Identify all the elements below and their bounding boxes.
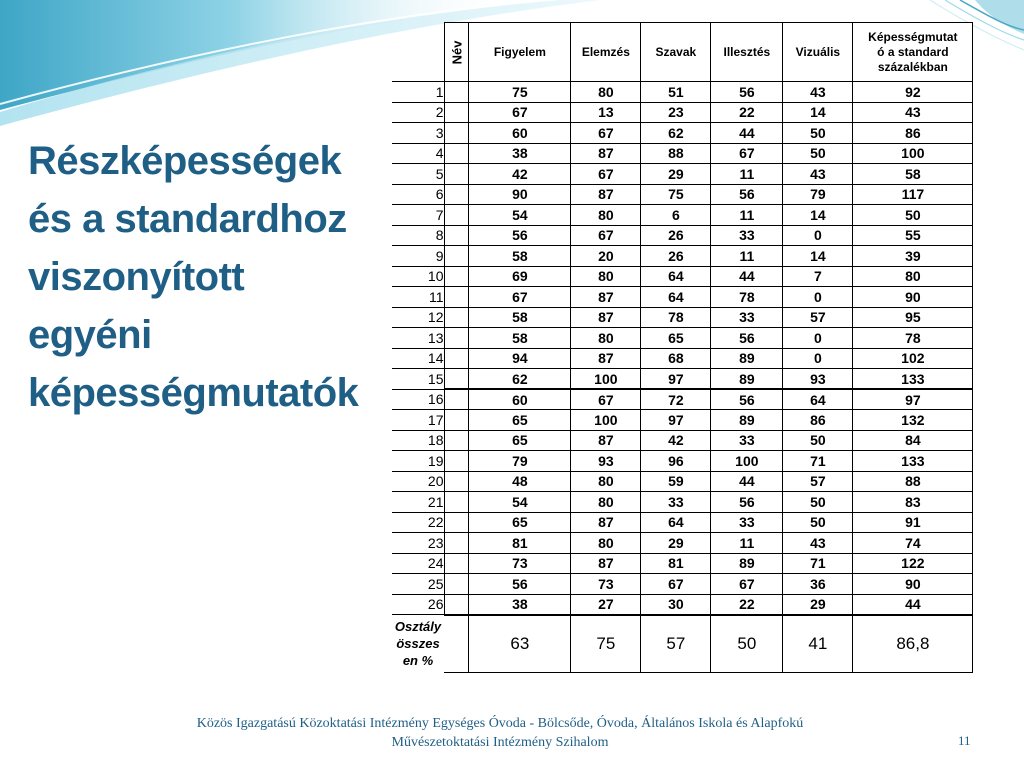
name-cell: [444, 123, 469, 144]
table-row: [392, 451, 973, 472]
row-number: 17: [392, 410, 444, 431]
table-cell: 89: [711, 369, 783, 390]
table-cell: 33: [711, 512, 783, 533]
table-cell: 60: [469, 389, 571, 410]
table-cell: 48: [469, 471, 571, 492]
table-row: [392, 492, 973, 513]
table-cell: 73: [571, 574, 641, 595]
name-cell: [444, 553, 469, 574]
table-cell: 55: [853, 225, 973, 246]
table-cell: 22: [711, 594, 783, 615]
header-nev: Név: [444, 23, 469, 82]
table-cell: 67: [711, 143, 783, 164]
row-number: 12: [392, 307, 444, 328]
table-cell: 54: [469, 205, 571, 226]
table-row: [392, 328, 973, 349]
table-cell: 20: [571, 246, 641, 267]
title-line: Részképességek: [28, 139, 342, 183]
table-cell: 81: [641, 553, 711, 574]
row-number: 6: [392, 184, 444, 205]
row-number: 14: [392, 348, 444, 369]
table-cell: 74: [853, 533, 973, 554]
table-cell: 42: [469, 164, 571, 185]
table-cell: 92: [853, 82, 973, 103]
table-row: [392, 574, 973, 595]
table-cell: 133: [853, 369, 973, 390]
summary-label-line: összes: [396, 636, 440, 651]
row-number: 19: [392, 451, 444, 472]
table-cell: 50: [853, 205, 973, 226]
table-cell: 67: [469, 102, 571, 123]
table-cell: 26: [641, 225, 711, 246]
table-cell: 78: [711, 287, 783, 308]
row-number: 8: [392, 225, 444, 246]
table-cell: 39: [853, 246, 973, 267]
summary-cell: 50: [711, 615, 783, 673]
summary-cell: 41: [783, 615, 853, 673]
table-cell: 80: [571, 82, 641, 103]
table-cell: 65: [469, 512, 571, 533]
table-cell: 80: [571, 205, 641, 226]
summary-cell: 57: [641, 615, 711, 673]
table-cell: 60: [469, 123, 571, 144]
name-cell: [444, 574, 469, 595]
row-number: 25: [392, 574, 444, 595]
table-cell: 97: [853, 389, 973, 410]
table-cell: 58: [853, 164, 973, 185]
row-number: 11: [392, 287, 444, 308]
name-cell: [444, 225, 469, 246]
table-cell: 65: [469, 410, 571, 431]
table-cell: 80: [571, 266, 641, 287]
slide-title: [28, 132, 388, 422]
table-cell: 50: [783, 430, 853, 451]
table-cell: 7: [783, 266, 853, 287]
row-number: 2: [392, 102, 444, 123]
table-cell: 22: [711, 102, 783, 123]
table-cell: 29: [641, 533, 711, 554]
table-cell: 95: [853, 307, 973, 328]
table-row: [392, 307, 973, 328]
table-cell: 33: [711, 430, 783, 451]
table-cell: 62: [641, 123, 711, 144]
table-cell: 86: [853, 123, 973, 144]
table-cell: 90: [853, 574, 973, 595]
name-cell: [444, 164, 469, 185]
name-cell: [444, 410, 469, 431]
table-row: [392, 348, 973, 369]
table-cell: 29: [783, 594, 853, 615]
table-cell: 79: [783, 184, 853, 205]
table-row: [392, 266, 973, 287]
name-cell: [444, 389, 469, 410]
table-cell: 91: [853, 512, 973, 533]
table-cell: 80: [571, 533, 641, 554]
table-row: [392, 123, 973, 144]
table-cell: 73: [469, 553, 571, 574]
table-row: [392, 102, 973, 123]
row-number: 5: [392, 164, 444, 185]
table-cell: 87: [571, 143, 641, 164]
table-cell: 96: [641, 451, 711, 472]
table-row: [392, 533, 973, 554]
table-cell: 0: [783, 225, 853, 246]
name-cell: [444, 430, 469, 451]
table-row: [392, 164, 973, 185]
table-cell: 89: [711, 553, 783, 574]
header-vizualis: Vizuális: [783, 23, 853, 82]
table-cell: 11: [711, 246, 783, 267]
name-cell: [444, 471, 469, 492]
row-number: 10: [392, 266, 444, 287]
table-cell: 69: [469, 266, 571, 287]
table-row: [392, 287, 973, 308]
row-number: 20: [392, 471, 444, 492]
row-number: 26: [392, 594, 444, 615]
table-cell: 0: [783, 348, 853, 369]
table-row: [392, 143, 973, 164]
table-cell: 33: [711, 225, 783, 246]
table-cell: 62: [469, 369, 571, 390]
table-cell: 50: [783, 492, 853, 513]
table-cell: 117: [853, 184, 973, 205]
table-cell: 80: [853, 266, 973, 287]
table-cell: 58: [469, 328, 571, 349]
summary-cell: 86,8: [853, 615, 973, 673]
table-cell: 102: [853, 348, 973, 369]
table-cell: 11: [711, 205, 783, 226]
table-cell: 67: [641, 574, 711, 595]
table-cell: 43: [853, 102, 973, 123]
summary-cell: 63: [469, 615, 571, 673]
table-cell: 36: [783, 574, 853, 595]
title-line: egyéni: [28, 313, 152, 357]
table-cell: 51: [641, 82, 711, 103]
table-cell: 27: [571, 594, 641, 615]
table-cell: 71: [783, 451, 853, 472]
row-number: 4: [392, 143, 444, 164]
table-cell: 50: [783, 143, 853, 164]
summary-label-line: en %: [402, 653, 434, 668]
row-number: 13: [392, 328, 444, 349]
table-body: [392, 82, 973, 673]
table-cell: 87: [571, 307, 641, 328]
table-cell: 100: [853, 143, 973, 164]
table-cell: 33: [641, 492, 711, 513]
table-cell: 78: [853, 328, 973, 349]
table-cell: 87: [571, 512, 641, 533]
table-cell: 6: [641, 205, 711, 226]
table-cell: 56: [469, 225, 571, 246]
table-cell: 14: [783, 246, 853, 267]
table-cell: 0: [783, 328, 853, 349]
table-cell: 58: [469, 246, 571, 267]
table-cell: 23: [641, 102, 711, 123]
table-cell: 75: [641, 184, 711, 205]
table-cell: 54: [469, 492, 571, 513]
table-cell: 44: [853, 594, 973, 615]
table-cell: 88: [853, 471, 973, 492]
table-row: [392, 512, 973, 533]
page-number: 11: [958, 733, 971, 748]
table-cell: 65: [641, 328, 711, 349]
results-table: [392, 22, 973, 673]
table-cell: 68: [641, 348, 711, 369]
table-cell: 97: [641, 369, 711, 390]
table-cell: 83: [853, 492, 973, 513]
table-cell: 100: [571, 369, 641, 390]
table-cell: 84: [853, 430, 973, 451]
table-cell: 57: [783, 471, 853, 492]
table-cell: 79: [469, 451, 571, 472]
name-cell: [444, 205, 469, 226]
name-cell: [444, 82, 469, 103]
table-cell: 56: [711, 492, 783, 513]
header-kepessegmutato: Képességmutat ó a standard százalékban: [853, 23, 973, 82]
title-line: viszonyított: [28, 255, 245, 299]
table-cell: 67: [469, 287, 571, 308]
table-cell: 67: [571, 123, 641, 144]
name-cell: [444, 246, 469, 267]
summary-label-line: Osztály: [394, 619, 442, 634]
table-cell: 87: [571, 430, 641, 451]
table-cell: 43: [783, 164, 853, 185]
row-number: 18: [392, 430, 444, 451]
table-cell: 57: [783, 307, 853, 328]
table-header-row: [392, 23, 973, 82]
table-cell: 122: [853, 553, 973, 574]
table-cell: 80: [571, 492, 641, 513]
summary-label: [392, 615, 444, 673]
table-cell: 43: [783, 533, 853, 554]
summary-cell: 75: [571, 615, 641, 673]
table-cell: 75: [469, 82, 571, 103]
row-number: 22: [392, 512, 444, 533]
table-cell: 14: [783, 205, 853, 226]
name-cell: [444, 184, 469, 205]
footer-line: Művészetoktatási Intézmény Szihalom: [391, 735, 609, 750]
title-line: és a standardhoz: [28, 197, 347, 241]
footer-institution: [60, 714, 940, 752]
table-cell: 44: [711, 471, 783, 492]
table-row: [392, 184, 973, 205]
table-cell: 89: [711, 410, 783, 431]
row-number: 7: [392, 205, 444, 226]
name-cell: [444, 348, 469, 369]
name-cell: [444, 328, 469, 349]
title-line: képességmutatók: [28, 371, 359, 415]
name-cell: [444, 594, 469, 615]
table-cell: 65: [469, 430, 571, 451]
table-cell: 80: [571, 471, 641, 492]
row-number: 16: [392, 389, 444, 410]
table-cell: 43: [783, 82, 853, 103]
name-cell: [444, 369, 469, 390]
row-number: 24: [392, 553, 444, 574]
table-cell: 56: [711, 184, 783, 205]
name-cell: [444, 615, 469, 673]
table-row: [392, 553, 973, 574]
table-cell: 100: [571, 410, 641, 431]
table-cell: 14: [783, 102, 853, 123]
table-cell: 80: [571, 328, 641, 349]
table-cell: 88: [641, 143, 711, 164]
row-number: 15: [392, 369, 444, 390]
table-row: [392, 246, 973, 267]
table-cell: 87: [571, 553, 641, 574]
name-cell: [444, 287, 469, 308]
table-cell: 67: [711, 574, 783, 595]
table-cell: 56: [711, 82, 783, 103]
table-cell: 67: [571, 389, 641, 410]
table-cell: 11: [711, 533, 783, 554]
name-cell: [444, 266, 469, 287]
row-number: 3: [392, 123, 444, 144]
table-cell: 44: [711, 123, 783, 144]
table-row: [392, 594, 973, 615]
table-cell: 100: [711, 451, 783, 472]
table-cell: 59: [641, 471, 711, 492]
table-row: [392, 471, 973, 492]
table-cell: 93: [783, 369, 853, 390]
table-cell: 78: [641, 307, 711, 328]
table-cell: 56: [711, 389, 783, 410]
table-cell: 90: [853, 287, 973, 308]
header-elemzes: Elemzés: [571, 23, 641, 82]
table-cell: 89: [711, 348, 783, 369]
table-cell: 90: [469, 184, 571, 205]
table-cell: 13: [571, 102, 641, 123]
table-cell: 11: [711, 164, 783, 185]
table-cell: 58: [469, 307, 571, 328]
table-row: [392, 205, 973, 226]
name-cell: [444, 102, 469, 123]
table-cell: 64: [641, 512, 711, 533]
header-szavak: Szavak: [641, 23, 711, 82]
name-cell: [444, 512, 469, 533]
row-number: 23: [392, 533, 444, 554]
name-cell: [444, 533, 469, 554]
row-number: 9: [392, 246, 444, 267]
table-row: [392, 430, 973, 451]
row-number: 1: [392, 82, 444, 103]
table-cell: 56: [711, 328, 783, 349]
table-cell: 56: [469, 574, 571, 595]
name-cell: [444, 307, 469, 328]
table-cell: 38: [469, 594, 571, 615]
table-cell: 0: [783, 287, 853, 308]
table-cell: 86: [783, 410, 853, 431]
table-cell: 97: [641, 410, 711, 431]
header-illesztes: Illesztés: [711, 23, 783, 82]
table-cell: 71: [783, 553, 853, 574]
table-cell: 67: [571, 164, 641, 185]
table-cell: 67: [571, 225, 641, 246]
table-cell: 50: [783, 512, 853, 533]
summary-row: [392, 615, 973, 673]
table-cell: 29: [641, 164, 711, 185]
table-cell: 132: [853, 410, 973, 431]
table-cell: 64: [641, 266, 711, 287]
name-cell: [444, 143, 469, 164]
footer-line: Közös Igazgatású Közoktatási Intézmény Egységes Óvoda - Bölcsőde, Óvoda, Általános Iskola és Alapfokú: [196, 716, 804, 731]
table-row: [392, 82, 973, 103]
name-cell: [444, 451, 469, 472]
table-cell: 33: [711, 307, 783, 328]
table-row: [392, 225, 973, 246]
table-cell: 94: [469, 348, 571, 369]
table-cell: 30: [641, 594, 711, 615]
table-cell: 87: [571, 184, 641, 205]
table-cell: 26: [641, 246, 711, 267]
table-cell: 87: [571, 348, 641, 369]
table-cell: 81: [469, 533, 571, 554]
table-cell: 64: [783, 389, 853, 410]
table-cell: 44: [711, 266, 783, 287]
table-cell: 72: [641, 389, 711, 410]
table-cell: 38: [469, 143, 571, 164]
name-cell: [444, 492, 469, 513]
row-number: 21: [392, 492, 444, 513]
table-row: [392, 369, 973, 390]
table-row: [392, 410, 973, 431]
header-figyelem: Figyelem: [469, 23, 571, 82]
table-row: [392, 389, 973, 410]
table-cell: 93: [571, 451, 641, 472]
table-cell: 50: [783, 123, 853, 144]
table-cell: 42: [641, 430, 711, 451]
table-cell: 87: [571, 287, 641, 308]
table-cell: 64: [641, 287, 711, 308]
table-cell: 133: [853, 451, 973, 472]
